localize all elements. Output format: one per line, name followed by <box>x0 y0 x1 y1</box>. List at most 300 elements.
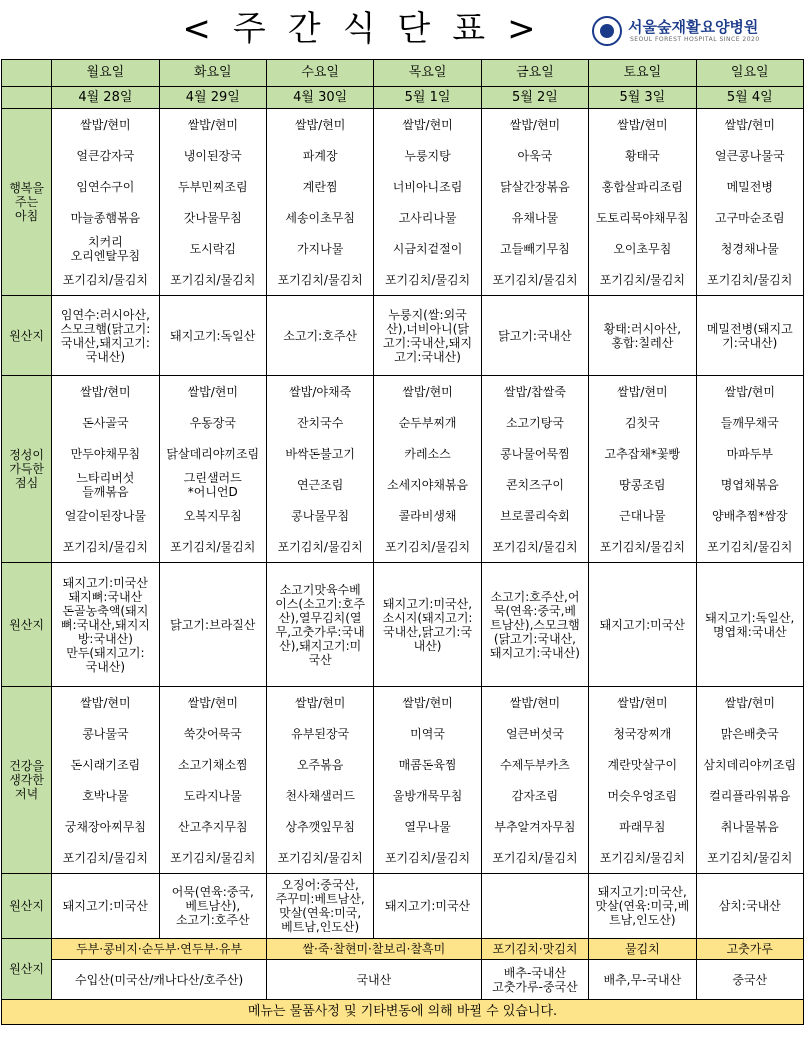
dinner-menu-item <box>696 749 803 780</box>
cell-text: 천사채샐러드 <box>285 788 355 803</box>
cell-text: 트남,인도산) <box>609 913 676 927</box>
dinner-menu-item <box>481 811 588 842</box>
cell-text: 얼큰버섯국 <box>505 726 564 741</box>
cell-text: 돼지고기:미국산, <box>597 885 687 899</box>
cell-text: 베트남,인도산) <box>281 920 360 934</box>
cell-text: 돈시래기조림 <box>70 757 141 772</box>
breakfast-menu-item <box>52 202 159 233</box>
cell-text: 고춧가루-중국산 <box>492 979 578 994</box>
breakfast-menu-item <box>374 202 481 233</box>
lunch-menu-item <box>159 407 266 438</box>
cell-text: 주는 <box>15 195 39 209</box>
lunch-menu-item <box>481 407 588 438</box>
dinner-menu-item <box>589 842 696 874</box>
cell-text: 파계장 <box>302 148 338 163</box>
cell-text: 맑은배춧국 <box>720 726 779 741</box>
cell-text: 오이초무침 <box>613 241 672 256</box>
cell-text: 포기김치/물김치 <box>62 850 148 865</box>
cell-text: 수제두부카츠 <box>500 757 570 772</box>
corner-cell <box>2 87 52 109</box>
lunch-origin-cell <box>696 563 803 687</box>
hospital-emblem-icon <box>592 16 622 46</box>
dinner-menu-item <box>266 749 373 780</box>
breakfast-menu-item <box>159 140 266 171</box>
breakfast-menu-item <box>52 171 159 202</box>
cell-text: 오주볶음 <box>296 757 344 772</box>
lunch-menu-item <box>52 531 159 563</box>
cell-text: 콘치즈구이 <box>505 477 564 492</box>
dinner-row <box>2 811 804 842</box>
dinner-menu-item <box>374 842 481 874</box>
cell-text: 냉이된장국 <box>183 148 242 163</box>
cell-text: 아욱국 <box>517 148 553 163</box>
breakfast-menu-item <box>696 202 803 233</box>
cell-text: 베트남산), <box>185 899 241 913</box>
lunch-label <box>2 376 52 563</box>
cell-text: 고기:국내산,돼지 <box>383 335 473 350</box>
breakfast-menu-item <box>589 171 696 202</box>
dinner-origin-cell <box>696 874 803 939</box>
cell-text: 만두야채무침 <box>70 446 141 461</box>
cell-text: 너비아니조림 <box>392 179 463 194</box>
cell-text: 포기김치/물김치 <box>384 850 471 865</box>
cell-text: 국산 <box>308 652 332 667</box>
breakfast-menu-item <box>696 171 803 202</box>
cell-text: 순두부찌개 <box>398 415 457 430</box>
cell-text: 중국산 <box>732 972 768 987</box>
cell-text: 포기김치/물김치 <box>384 272 471 287</box>
cell-text: 배추-국내산 <box>503 965 567 980</box>
breakfast-menu-item <box>266 202 373 233</box>
breakfast-menu-item <box>374 264 481 296</box>
cell-text: 국내산) <box>85 349 126 364</box>
cell-text: 국내산,돼지고기: <box>60 335 150 350</box>
dinner-menu-item <box>159 842 266 874</box>
breakfast-origin-cell <box>52 296 159 376</box>
cell-text: 얼큰콩나물국 <box>714 148 785 163</box>
cell-text: 그린샐러드 <box>183 470 242 485</box>
breakfast-menu-item <box>266 171 373 202</box>
lunch-menu-item <box>266 407 373 438</box>
cell-text: 포기김치/물김치 <box>492 272 578 287</box>
cell-text: 포기김치/물김치 <box>492 539 578 554</box>
cell-text: 아침 <box>15 209 39 223</box>
dinner-menu-item <box>696 811 803 842</box>
cell-text: 포기김치/물김치 <box>277 850 363 865</box>
cell-text: 임연수:러시아산, <box>60 307 150 322</box>
dinner-menu-item <box>481 749 588 780</box>
cell-text: 쌀밥/현미 <box>402 117 453 132</box>
day-date: 5월 3일 <box>589 87 696 109</box>
lunch-menu-item <box>374 469 481 500</box>
lunch-menu-item <box>374 438 481 469</box>
dinner-menu-item <box>696 718 803 749</box>
general-origin-header-row <box>2 939 804 960</box>
general-origin-value <box>52 960 267 1000</box>
cell-text: 고기:국내산) <box>394 349 461 364</box>
cell-text: 건강을 <box>9 759 44 773</box>
breakfast-menu-item <box>589 140 696 171</box>
cell-text: 국내산,닭고기:국 <box>383 624 473 639</box>
cell-text: 포기김치/물김치 <box>384 539 471 554</box>
corner-cell <box>2 60 52 87</box>
cell-text: 상추깻잎무침 <box>285 819 355 834</box>
lunch-menu-item <box>589 531 696 563</box>
cell-text: 무,고춧가루:국내 <box>275 624 365 639</box>
lunch-row <box>2 531 804 563</box>
cell-text: 쌀밥/현미 <box>724 695 775 710</box>
cell-text: 닭고기:국내산 <box>498 328 572 343</box>
breakfast-origin-cell <box>374 296 481 376</box>
cell-text: 오리엔탈무침 <box>70 248 141 263</box>
breakfast-row <box>2 171 804 202</box>
breakfast-menu-item <box>696 233 803 264</box>
lunch-row <box>2 438 804 469</box>
lunch-row <box>2 469 804 500</box>
dinner-menu-item <box>159 718 266 749</box>
lunch-origin-row <box>2 563 804 687</box>
cell-text: 우동장국 <box>189 415 236 430</box>
dinner-menu-item <box>374 811 481 842</box>
cell-text: 포기김치/물김치 <box>277 272 363 287</box>
cell-text: 잔치국수 <box>296 415 344 430</box>
lunch-menu-item <box>696 500 803 531</box>
cell-text: 가득한 <box>9 462 44 476</box>
breakfast-menu-item <box>374 140 481 171</box>
lunch-menu-item <box>481 438 588 469</box>
general-origin-value <box>266 960 481 1000</box>
breakfast-menu-item <box>589 202 696 233</box>
breakfast-menu-item <box>52 233 159 264</box>
cell-text: 쌀밥/현미 <box>724 117 775 132</box>
cell-text: 메밀전병(돼지고 <box>706 321 793 336</box>
dinner-menu-item <box>266 780 373 811</box>
day-name-row <box>2 60 804 87</box>
cell-text: 돈사골국 <box>82 415 129 430</box>
footer-row <box>2 1000 804 1025</box>
cell-text: 누룽지(쌀:외국 <box>388 307 467 322</box>
day-date: 4월 28일 <box>52 87 159 109</box>
cell-text: 고구마순조림 <box>714 210 785 225</box>
day-date-row <box>2 87 804 109</box>
cell-text: 오복지무침 <box>183 508 242 523</box>
dinner-row <box>2 749 804 780</box>
cell-text: 산),돼지고기:미 <box>279 638 362 653</box>
lunch-menu-item <box>696 407 803 438</box>
dinner-menu-item <box>159 811 266 842</box>
cell-text: 두부민찌조림 <box>177 179 248 194</box>
cell-text: 주꾸미:베트남산, <box>275 892 365 906</box>
dinner-menu-item <box>266 842 373 874</box>
dinner-menu-item <box>589 749 696 780</box>
lunch-row <box>2 407 804 438</box>
lunch-menu-item <box>266 376 373 408</box>
lunch-menu-item <box>52 407 159 438</box>
cell-text: 쌀밥/현미 <box>617 384 668 399</box>
cell-text: 시금치겉절이 <box>392 241 463 256</box>
cell-text: 돼지뼈:국내산 <box>68 589 143 604</box>
cell-text: 내산) <box>413 638 442 653</box>
cell-text: 쌀밥/현미 <box>80 117 131 132</box>
general-origin-value <box>589 960 696 1000</box>
cell-text: 점심 <box>15 476 39 490</box>
dinner-row <box>2 842 804 874</box>
cell-text: 쑥갓어묵국 <box>183 726 242 741</box>
breakfast-row <box>2 233 804 264</box>
breakfast-origin-row <box>2 296 804 376</box>
cell-text: 청경채나물 <box>720 241 779 256</box>
dinner-menu-item <box>696 687 803 719</box>
cell-text: 쌀밥/현미 <box>294 117 346 132</box>
dinner-origin-row <box>2 874 804 939</box>
weekly-menu-table <box>1 59 804 1025</box>
cell-text: 들깨무채국 <box>720 415 779 430</box>
cell-text: 고추잡채*꽃빵 <box>604 446 681 461</box>
dinner-row <box>2 687 804 719</box>
dinner-menu-item <box>266 718 373 749</box>
lunch-origin-label: 원산지 <box>2 563 52 687</box>
general-origin-item: 포기김치·맛김치 <box>481 939 588 960</box>
lunch-origin-cell <box>52 563 159 687</box>
cell-text: 콩나물어묵찜 <box>500 446 570 461</box>
cell-text: 삼치:국내산 <box>718 899 781 913</box>
dinner-origin-cell <box>374 874 481 939</box>
breakfast-menu-item <box>52 140 159 171</box>
cell-text: 쌀밥/현미 <box>617 695 668 710</box>
lunch-menu-item <box>266 500 373 531</box>
cell-text: 포기김치/물김치 <box>62 272 148 287</box>
cell-text: 이스(소고기:호주 <box>275 596 366 611</box>
dinner-menu-item <box>159 687 266 719</box>
cell-text: 포기김치/물김치 <box>170 272 256 287</box>
cell-text: 배추,무-국내산 <box>603 972 682 987</box>
cell-text: 쌀밥/현미 <box>294 695 346 710</box>
dinner-menu-item <box>589 780 696 811</box>
cell-text: 포기김치/물김치 <box>62 539 148 554</box>
cell-text: 포기김치/물김치 <box>492 850 578 865</box>
lunch-menu-item <box>52 469 159 500</box>
lunch-row <box>2 376 804 408</box>
cell-text: 바싹돈불고기 <box>285 446 355 461</box>
breakfast-menu-item <box>481 233 588 264</box>
dinner-menu-item <box>159 749 266 780</box>
cell-text: 누룽지탕 <box>404 148 451 163</box>
cell-text: 들깨볶음 <box>82 484 129 499</box>
cell-text: 국내산) <box>85 659 126 674</box>
lunch-menu-item <box>589 469 696 500</box>
dinner-menu-item <box>589 687 696 719</box>
hospital-logo <box>590 14 802 48</box>
lunch-menu-item <box>52 438 159 469</box>
lunch-menu-item <box>52 500 159 531</box>
day-name: 화요일 <box>159 60 266 87</box>
cell-text: 저녁 <box>15 787 39 801</box>
lunch-menu-item <box>696 376 803 408</box>
dinner-menu-item <box>374 687 481 719</box>
cell-text: 산),열무김치(열 <box>278 610 362 625</box>
general-origin-value <box>696 960 803 1000</box>
cell-text: 기:국내산) <box>722 335 778 350</box>
cell-text: 궁채장아찌무침 <box>64 819 146 834</box>
day-date: 5월 1일 <box>374 87 481 109</box>
lunch-menu-item <box>374 407 481 438</box>
cell-text: 황태국 <box>624 148 660 163</box>
dinner-menu-item <box>266 811 373 842</box>
lunch-menu-item <box>266 469 373 500</box>
cell-text: 계란맛살구이 <box>607 757 678 772</box>
cell-text: 황태:러시아산, <box>603 321 682 336</box>
dinner-menu-item <box>696 842 803 874</box>
dinner-menu-item <box>481 718 588 749</box>
cell-text: 콩나물국 <box>82 726 129 741</box>
dinner-origin-label: 원산지 <box>2 874 52 939</box>
cell-text: 마파두부 <box>726 446 773 461</box>
lunch-menu-item <box>159 438 266 469</box>
cell-text: 쌀밥/현미 <box>80 384 131 399</box>
cell-text: 소고기:호주산,어 <box>490 589 580 604</box>
day-name: 월요일 <box>52 60 159 87</box>
lunch-menu-item <box>159 376 266 408</box>
breakfast-menu-item <box>481 140 588 171</box>
lunch-menu-item <box>159 500 266 531</box>
cell-text: 고사리나물 <box>398 210 457 225</box>
cell-text: 울방개묵무침 <box>392 788 463 803</box>
dinner-menu-item <box>52 780 159 811</box>
cell-text: 국내산 <box>356 972 392 987</box>
cell-text: 얼갈이된장나물 <box>64 508 146 523</box>
day-name: 일요일 <box>696 60 803 87</box>
cell-text: 파래무침 <box>619 819 666 834</box>
cell-text: 소고기:호주산 <box>283 328 357 343</box>
cell-text: 수입산(미국산/캐나다산/호주산) <box>75 972 244 987</box>
breakfast-row <box>2 264 804 296</box>
cell-text: 돼지고기:미국산, <box>383 596 473 611</box>
breakfast-menu-item <box>159 264 266 296</box>
cell-text: 스모크햄(닭고기: <box>60 321 151 336</box>
general-origin-label: 원산지 <box>2 939 52 1000</box>
general-origin-item: 쌀·죽·찰현미·찰보리·찰흑미 <box>266 939 481 960</box>
cell-text: 맛살(연육:미국,베 <box>595 899 690 913</box>
cell-text: 감자조림 <box>511 788 559 803</box>
breakfast-menu-item <box>159 171 266 202</box>
cell-text: 생각한 <box>9 773 44 787</box>
breakfast-origin-label: 원산지 <box>2 296 52 376</box>
cell-text: 유채나물 <box>511 210 559 225</box>
lunch-menu-item <box>481 500 588 531</box>
cell-text: 쌀밥/현미 <box>509 117 561 132</box>
dinner-menu-item <box>374 718 481 749</box>
day-date: 4월 30일 <box>266 87 373 109</box>
cell-text: 근대나물 <box>619 508 666 523</box>
dinner-origin-cell <box>266 874 373 939</box>
lunch-menu-item <box>589 407 696 438</box>
cell-text: 소세지야채볶음 <box>386 477 469 492</box>
cell-text: 쌀밥/현미 <box>187 117 238 132</box>
dinner-menu-item <box>374 749 481 780</box>
cell-text: 얼큰감자국 <box>76 148 135 163</box>
breakfast-menu-item <box>696 109 803 141</box>
cell-text: 소고기:호주산 <box>175 913 250 927</box>
day-date: 5월 4일 <box>696 87 803 109</box>
cell-text: 고들빼기무침 <box>500 241 570 256</box>
cell-text: 오징어:중국산, <box>281 878 359 892</box>
lunch-row <box>2 500 804 531</box>
cell-text: 묵(연육:중국,베 <box>493 603 576 618</box>
cell-text: 치커리 <box>87 234 123 249</box>
lunch-menu-item <box>481 469 588 500</box>
breakfast-menu-item <box>481 202 588 233</box>
lunch-menu-item <box>589 438 696 469</box>
cell-text: 도라지나물 <box>183 788 242 803</box>
breakfast-label <box>2 109 52 296</box>
cell-text: 돼지고기:독일산, <box>705 610 795 625</box>
cell-text: 포기김치/물김치 <box>707 539 793 554</box>
breakfast-menu-item <box>159 202 266 233</box>
lunch-menu-item <box>481 376 588 408</box>
lunch-menu-item <box>696 469 803 500</box>
hospital-name: 서울숲재활요양병원 <box>628 18 759 36</box>
cell-text: 계란찜 <box>302 179 338 194</box>
cell-text: 돼지고기:미국산 <box>599 617 685 632</box>
cell-text: 명엽채볶음 <box>720 477 779 492</box>
cell-text: 산),너비아니(닭 <box>386 321 469 336</box>
dinner-row <box>2 718 804 749</box>
cell-text: 가지나물 <box>296 241 344 256</box>
cell-text: 쌀밥/현미 <box>402 384 453 399</box>
breakfast-menu-item <box>266 264 373 296</box>
cell-text: 맛살(연육:미국, <box>279 906 362 920</box>
cell-text: 포기김치/물김치 <box>277 539 363 554</box>
cell-text: 카레소스 <box>404 446 451 461</box>
cell-text: 닭살데리야끼조림 <box>166 446 260 461</box>
cell-text: 컬리플라워볶음 <box>709 788 791 803</box>
cell-text: 느타리버섯 <box>76 470 135 485</box>
general-origin-item: 두부·콩비지·순두부·연두부·유부 <box>52 939 267 960</box>
cell-text: 정성이 <box>9 448 44 462</box>
breakfast-row <box>2 109 804 141</box>
cell-text: (닭고기:국내산, <box>493 631 576 646</box>
cell-text: 땅콩조림 <box>619 477 666 492</box>
cell-text: 돼지고기:미국산 <box>384 899 471 913</box>
breakfast-menu-item <box>589 264 696 296</box>
cell-text: 포기김치/물김치 <box>170 539 256 554</box>
lunch-origin-cell <box>374 563 481 687</box>
cell-text: 마늘종햄볶음 <box>70 210 141 225</box>
lunch-menu-item <box>589 376 696 408</box>
lunch-menu-item <box>374 376 481 408</box>
breakfast-menu-item <box>266 109 373 141</box>
day-date: 4월 29일 <box>159 87 266 109</box>
cell-text: 돈골농축액(돼지 <box>62 603 149 618</box>
cell-text: 뼈:국내산,돼지지 <box>60 617 150 632</box>
breakfast-menu-item <box>589 233 696 264</box>
dinner-menu-item <box>52 811 159 842</box>
dinner-menu-item <box>481 687 588 719</box>
cell-text: 포기김치/물김치 <box>599 850 685 865</box>
cell-text: 청국장찌개 <box>613 726 672 741</box>
general-origin-item: 고춧가루 <box>696 939 803 960</box>
cell-text: *어니언D <box>187 484 238 499</box>
footer-notice: 메뉴는 물품사정 및 기타변동에 의해 바뀔 수 있습니다. <box>2 1000 804 1025</box>
cell-text: 소고기탕국 <box>505 415 564 430</box>
cell-text: 도시락김 <box>189 241 236 256</box>
dinner-menu-item <box>52 718 159 749</box>
dinner-menu-item <box>481 780 588 811</box>
cell-text: 쌀밥/현미 <box>617 117 668 132</box>
dinner-menu-item <box>481 842 588 874</box>
lunch-menu-item <box>52 376 159 408</box>
breakfast-menu-item <box>589 109 696 141</box>
